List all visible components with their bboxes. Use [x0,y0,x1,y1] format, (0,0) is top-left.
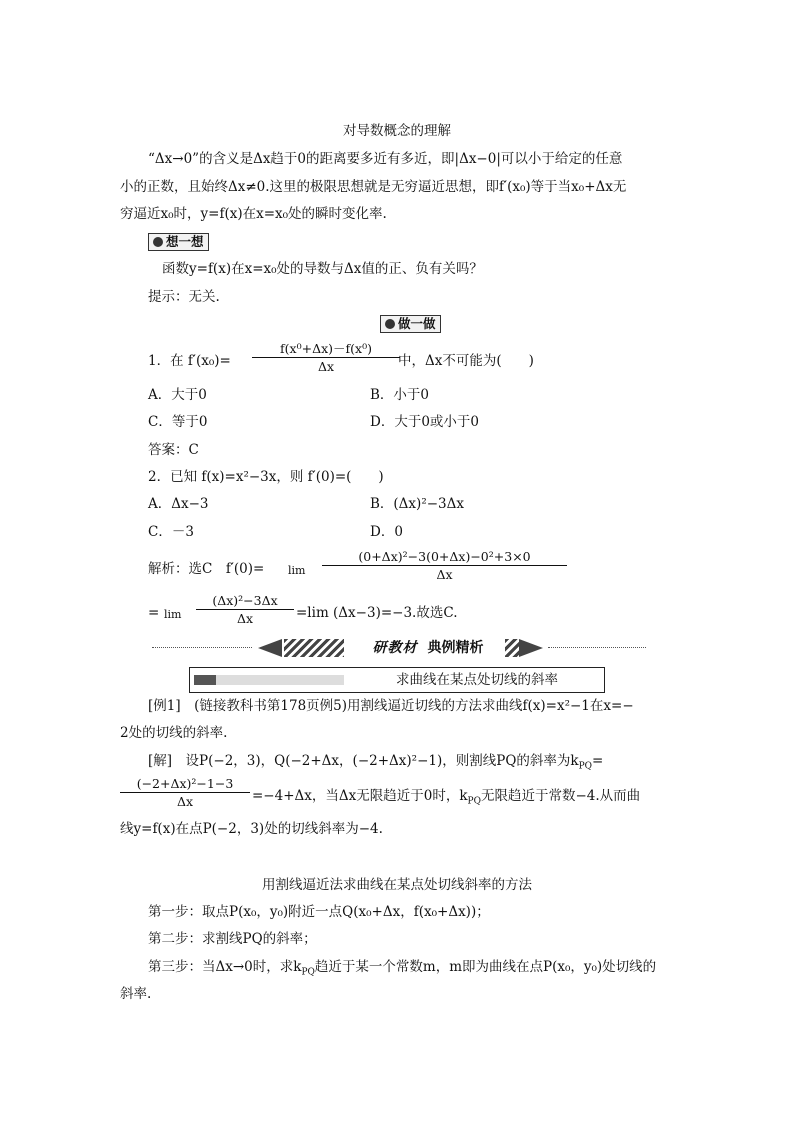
subscript: PQ [301,967,315,978]
q2-denominator-1: Δx [436,567,453,582]
section-title: 对导数概念的理解 [343,123,451,139]
solution-line: 线y=f(x)在点P(−2，3)处的切线斜率为−4. [120,821,383,837]
think-tag-label: 想一想 [166,234,204,249]
method-title: 用割线逼近法求曲线在某点处切线斜率的方法 [262,877,532,893]
solution-text: 无限趋近于常数−4.从而曲 [480,788,641,804]
method-step [148,958,656,982]
lim-symbol: lim [288,564,306,577]
q1-option-c: C．等于0 [148,414,208,430]
solution-line [252,787,640,811]
q1-option-b: B．小于0 [370,387,430,403]
q2-fraction-1 [322,548,567,583]
method-step: 第二步：求割线PQ的斜率； [148,931,317,947]
example-line: 2处的切线的斜率. [120,725,228,741]
solution-text: [解] 设P(−2，3)，Q(−2+Δx，(−2+Δx)²−1)，则割线PQ的斜率为k [148,753,579,769]
practice-tag [380,315,441,333]
q2-option-a: A．Δx−3 [148,496,209,512]
q2-numerator-1: (0+Δx)²−3(0+Δx)−0²+3×0 [358,549,531,564]
q1-stem-suffix: 中，Δx不可能为( ) [398,353,534,369]
think-tag [148,233,209,251]
q1-answer: 答案：C [148,442,199,458]
q1-denominator: Δx [317,359,335,374]
solution-text: =−4+Δx，当Δx无限趋近于0时，k [252,788,468,804]
method-step: 斜率. [120,986,152,1002]
subscript: PQ [467,796,481,807]
topic-label-graphic [194,675,344,685]
q1-numerator: f(x⁰+Δx)－f(x⁰) [280,341,372,356]
q2-option-b: B．(Δx)²−3Δx [370,496,464,512]
lim-symbol: lim [164,608,182,621]
paragraph-line: 小的正数，且始终Δx≠0.这里的极限思想就是无穷逼近思想，即f′(x₀)等于当x₀+Δx无 [120,179,627,195]
q2-solution-tail: =lim (Δx−3)=−3.故选C. [296,605,458,621]
example-line: [例1] (链接教科书第178页例5)用割线逼近切线的方法求曲线f(x)=x²−1在x=− [148,698,634,714]
think-question: 函数y=f(x)在x=x₀处的导数与Δx值的正、负有关吗？ [162,261,483,277]
q2-eq2: = [148,605,160,621]
example-numerator: (−2+Δx)²−1−3 [136,776,234,791]
topic-title: 求曲线在某点处切线的斜率 [396,672,558,688]
divider-right [548,647,646,648]
q2-option-c: C．－3 [148,524,194,540]
q2-fraction-2 [196,592,294,627]
method-text: 趋近于某一个常数m，m即为曲线在点P(x₀，y₀)处切线的 [314,959,657,975]
practice-tag-label: 做一做 [398,316,436,331]
arrow-left-icon [258,639,282,657]
banner-title [353,637,503,659]
bullet-icon [153,237,163,247]
q1-stem-prefix: 1．在 f′(x₀)= [148,353,231,369]
subscript: PQ [578,761,593,772]
method-step: 第一步：取点P(x₀，y₀)附近一点Q(x₀+Δx，f(x₀+Δx))； [148,904,490,920]
paragraph-line: “Δx→0”的含义是Δx趋于0的距离要多近有多近，即|Δx−0|可以小于给定的任意 [148,151,623,167]
arrow-right-icon [519,639,543,657]
q2-solution-prefix: 解析：选C f′(0)= [148,561,265,577]
solution-text: = [592,753,604,769]
example-fraction [120,775,250,810]
q1-option-d: D．大于0或小于0 [370,414,480,430]
q2-option-d: D．0 [370,524,403,540]
paragraph-line: 穷逼近x₀时，y=f(x)在x=x₀处的瞬时变化率. [120,206,387,222]
banner-title-b: 典例精析 [427,640,484,656]
example-denominator: Δx [176,794,194,809]
banner-title-a: 研教材 [372,640,418,656]
q2-numerator-2: (Δx)²−3Δx [212,593,278,608]
q1-option-a: A．大于0 [148,387,207,403]
think-hint: 提示：无关. [148,289,220,305]
q2-stem: 2．已知 f(x)=x²−3x，则 f′(0)=( ) [148,469,384,485]
q2-denominator-2: Δx [236,611,254,626]
divider-left [152,647,252,648]
stripe-decoration [284,639,344,657]
topic-box [189,667,605,693]
method-text: 第三步：当Δx→0时，求k [148,959,302,975]
solution-line [148,752,603,776]
section-banner [258,637,543,659]
q1-fraction [252,340,400,375]
bullet-icon [385,319,395,329]
